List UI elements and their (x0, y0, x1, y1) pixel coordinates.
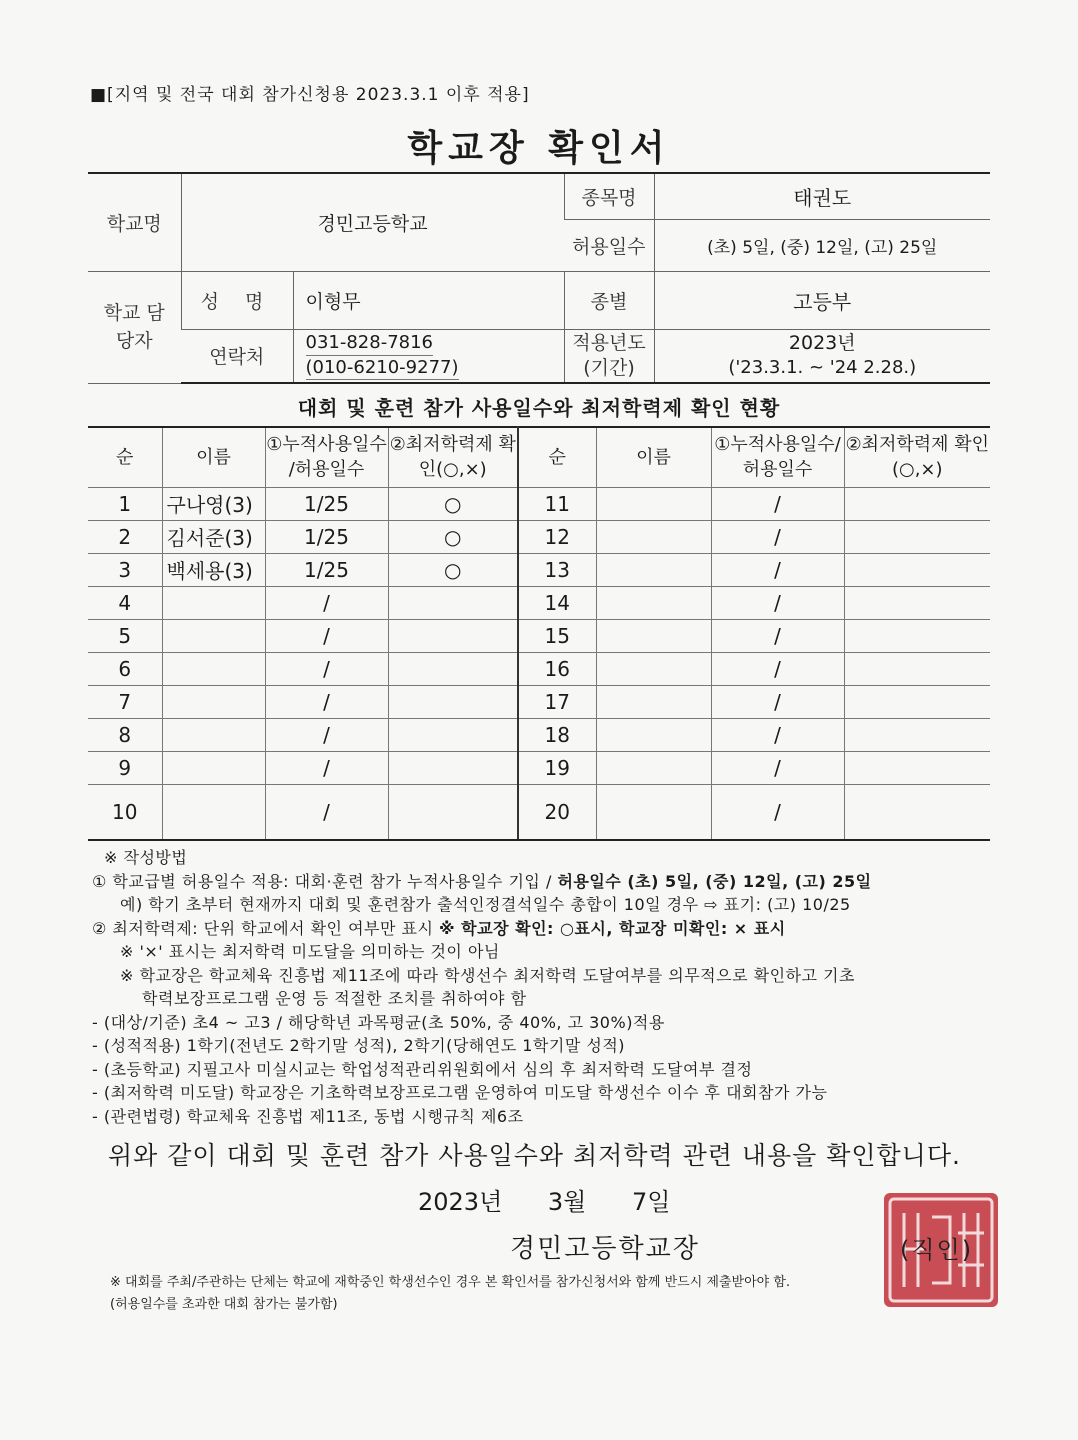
row-check (388, 619, 518, 652)
phone-primary: 031-828-7816 (306, 331, 434, 355)
principal-name: 경민고등학교장 (510, 1234, 700, 1264)
row-days: 1/25 (265, 520, 388, 553)
table-row (88, 520, 990, 553)
row-name-right (596, 784, 711, 840)
header-check-right: ②최저학력제 확인(○,×) (844, 427, 990, 487)
row-check (388, 586, 518, 619)
seal-label: (직인) (900, 1236, 974, 1264)
table-row (88, 784, 990, 840)
row-check-right (844, 652, 990, 685)
table-row (88, 586, 990, 619)
row-name: 백세용(3) (162, 553, 265, 586)
row-days: / (265, 751, 388, 784)
table-row (88, 685, 990, 718)
row-no: 3 (88, 553, 162, 586)
note-item-1-example: 예) 학기 초부터 현재까지 대회 및 훈련참가 출석인정결석일수 총합이 10일 경우 ⇨ 표기: (고) 10/25 (120, 895, 851, 914)
row-no-right: 12 (518, 520, 596, 553)
row-check (388, 784, 518, 840)
row-days-right: / (711, 784, 844, 840)
table-row (88, 652, 990, 685)
header-no-right: 순 (518, 427, 596, 487)
year-label-period: (기간) (583, 356, 635, 379)
row-name-right (596, 685, 711, 718)
table-row (88, 553, 990, 586)
row-check-right (844, 685, 990, 718)
note-item-1: ① 학교급별 허용일수 적용: 대회·훈련 참가 누적사용일수 기입 / 허용일수 (초) 5일, (중) 12일, (고) 25일 (92, 871, 872, 891)
row-name-right (596, 652, 711, 685)
year-value: 2023년 (788, 331, 856, 354)
section-title: 대회 및 훈련 참가 사용일수와 최저학력제 확인 현황 (297, 396, 781, 420)
row-check (388, 718, 518, 751)
row-check (388, 652, 518, 685)
row-check (388, 751, 518, 784)
note-x-meaning: ※ '×' 표시는 최저학력 미도달을 의미하는 것이 아님 (120, 942, 500, 961)
note-law-2: 학력보장프로그램 운영 등 적절한 조치를 취하여야 함 (142, 989, 527, 1008)
usage-header-row (88, 427, 990, 487)
row-no: 6 (88, 652, 162, 685)
row-check-right (844, 718, 990, 751)
row-days-right: / (711, 652, 844, 685)
allowed-value: (초) 5일, (중) 12일, (고) 25일 (654, 219, 990, 271)
row-no-right: 13 (518, 553, 596, 586)
header-name: 이름 (162, 427, 265, 487)
row-check-right (844, 520, 990, 553)
row-name (162, 751, 265, 784)
row-name (162, 718, 265, 751)
row-check-right (844, 586, 990, 619)
row-name (162, 652, 265, 685)
row-no-right: 11 (518, 487, 596, 520)
footer-line-1: ※ 대회를 주최/주관하는 단체는 학교에 재학중인 학생선수인 경우 본 확인서를 참가신청서와 함께 반드시 제출받아야 함. (110, 1275, 791, 1290)
row-check-right (844, 553, 990, 586)
row-name-right (596, 751, 711, 784)
note-item-2: ② 최저학력제: 단위 학교에서 확인 여부만 표시 ※ 학교장 확인: ○표시, 학교장 미확인: × 표시 (92, 918, 786, 938)
table-row (88, 487, 990, 520)
row-days-right: / (711, 619, 844, 652)
row-no-right: 20 (518, 784, 596, 840)
table-row (88, 619, 990, 652)
row-no-right: 17 (518, 685, 596, 718)
row-days: / (265, 784, 388, 840)
row-name-right (596, 553, 711, 586)
row-no: 9 (88, 751, 162, 784)
row-days: 1/25 (265, 553, 388, 586)
sport-label: 종목명 (564, 173, 654, 219)
row-name (162, 586, 265, 619)
row-days: / (265, 718, 388, 751)
table-row (88, 718, 990, 751)
sport-value: 태권도 (654, 173, 990, 219)
row-name-right (596, 487, 711, 520)
row-days-right: / (711, 718, 844, 751)
row-days: / (265, 586, 388, 619)
year-label: 적용년도 (572, 332, 646, 355)
row-check-right (844, 487, 990, 520)
row-no: 1 (88, 487, 162, 520)
header-name-right: 이름 (596, 427, 711, 487)
header-check: ②최저학력제 확인(○,×) (388, 427, 518, 487)
school-label: 학교명 (88, 173, 181, 271)
header-no: 순 (88, 427, 162, 487)
row-days-right: / (711, 520, 844, 553)
row-check: ○ (388, 487, 518, 520)
row-days-right: / (711, 553, 844, 586)
name-label: 성 명 (181, 271, 293, 329)
note-dash-5: - (관련법령) 학교체육 진흥법 제11조, 동법 시행규칙 제6조 (92, 1106, 524, 1126)
page-title: 학교장 확인서 (407, 128, 671, 169)
period-value: ('23.3.1. ~ '24 2.28.) (728, 357, 917, 379)
row-name: 김서준(3) (162, 520, 265, 553)
row-check-right (844, 751, 990, 784)
footer-line-2: (허용일수를 초과한 대회 참가는 불가함) (110, 1297, 338, 1312)
confirm-statement: 위와 같이 대회 및 훈련 참가 사용일수와 최저학력 관련 내용을 확인합니다. (108, 1141, 961, 1170)
note-dash-3: - (초등학교) 지필고사 미실시교는 학업성적관리위원회에서 심의 후 최저학력 도달여부 결정 (92, 1059, 753, 1079)
footer-notes (110, 1272, 790, 1316)
signing-date (418, 1182, 708, 1217)
row-name (162, 619, 265, 652)
row-check: ○ (388, 520, 518, 553)
row-no: 8 (88, 718, 162, 751)
table-row (88, 751, 990, 784)
category-label: 종별 (564, 271, 654, 329)
notes-heading: ※ 작성방법 (104, 848, 188, 867)
row-days: / (265, 652, 388, 685)
row-name: 구나영(3) (162, 487, 265, 520)
row-no: 2 (88, 520, 162, 553)
row-days-right: / (711, 751, 844, 784)
row-name-right (596, 586, 711, 619)
header-days-right: ①누적사용일수/ 허용일수 (711, 427, 844, 487)
date-month: 3월 (547, 1188, 587, 1216)
usage-table (88, 426, 990, 841)
row-no-right: 19 (518, 751, 596, 784)
contact-label: 연락처 (181, 329, 293, 383)
info-table (88, 172, 990, 384)
row-no-right: 16 (518, 652, 596, 685)
row-check-right (844, 619, 990, 652)
row-days: / (265, 619, 388, 652)
row-no-right: 18 (518, 718, 596, 751)
note-dash-2: - (성적적용) 1학기(전년도 2학기말 성적), 2학기(당해연도 1학기말 성적) (92, 1036, 626, 1055)
row-name-right (596, 520, 711, 553)
row-days: / (265, 685, 388, 718)
row-name-right (596, 619, 711, 652)
note-item-2-bold: ※ 학교장 확인: ○표시, 학교장 미확인: × 표시 (439, 918, 786, 938)
date-day: 7일 (632, 1188, 671, 1216)
row-check (388, 685, 518, 718)
row-days-right: / (711, 487, 844, 520)
row-no: 10 (88, 784, 162, 840)
date-year: 2023년 (418, 1188, 503, 1216)
allowed-label: 허용일수 (564, 219, 654, 271)
row-no: 5 (88, 619, 162, 652)
row-no: 4 (88, 586, 162, 619)
note-dash-1: - (대상/기준) 초4 ~ 고3 / 해당학년 과목평균(초 50%, 중 40%, 고 30%)적용 (92, 1012, 665, 1032)
row-name-right (596, 718, 711, 751)
row-days-right: / (711, 685, 844, 718)
phone-secondary: (010-6210-9277) (306, 356, 459, 380)
note-dash-4: - (최저학력 미도달) 학교장은 기초학력보장프로그램 운영하여 미도달 학생선수 이수 후 대회참가 가능 (92, 1083, 828, 1102)
manager-label: 학교 담당자 (88, 271, 181, 383)
note-law-1: ※ 학교장은 학교체육 진흥법 제11조에 따라 학생선수 최저학력 도달여부를 의무적으로 확인하고 기초 (120, 965, 855, 985)
note-item-1-bold: 허용일수 (초) 5일, (중) 12일, (고) 25일 (557, 871, 872, 891)
row-no-right: 15 (518, 619, 596, 652)
row-days-right: / (711, 586, 844, 619)
row-days: 1/25 (265, 487, 388, 520)
row-name (162, 685, 265, 718)
instructions (92, 846, 992, 1128)
name-value: 이형무 (293, 271, 564, 329)
row-no: 7 (88, 685, 162, 718)
row-name (162, 784, 265, 840)
category-value: 고등부 (654, 271, 990, 329)
row-check: ○ (388, 553, 518, 586)
row-check-right (844, 784, 990, 840)
school-value: 경민고등학교 (181, 173, 564, 271)
header-days: ①누적사용일수 /허용일수 (265, 427, 388, 487)
header-note: ■[지역 및 전국 대회 참가신청용 2023.3.1 이후 적용] (90, 85, 530, 105)
row-no-right: 14 (518, 586, 596, 619)
